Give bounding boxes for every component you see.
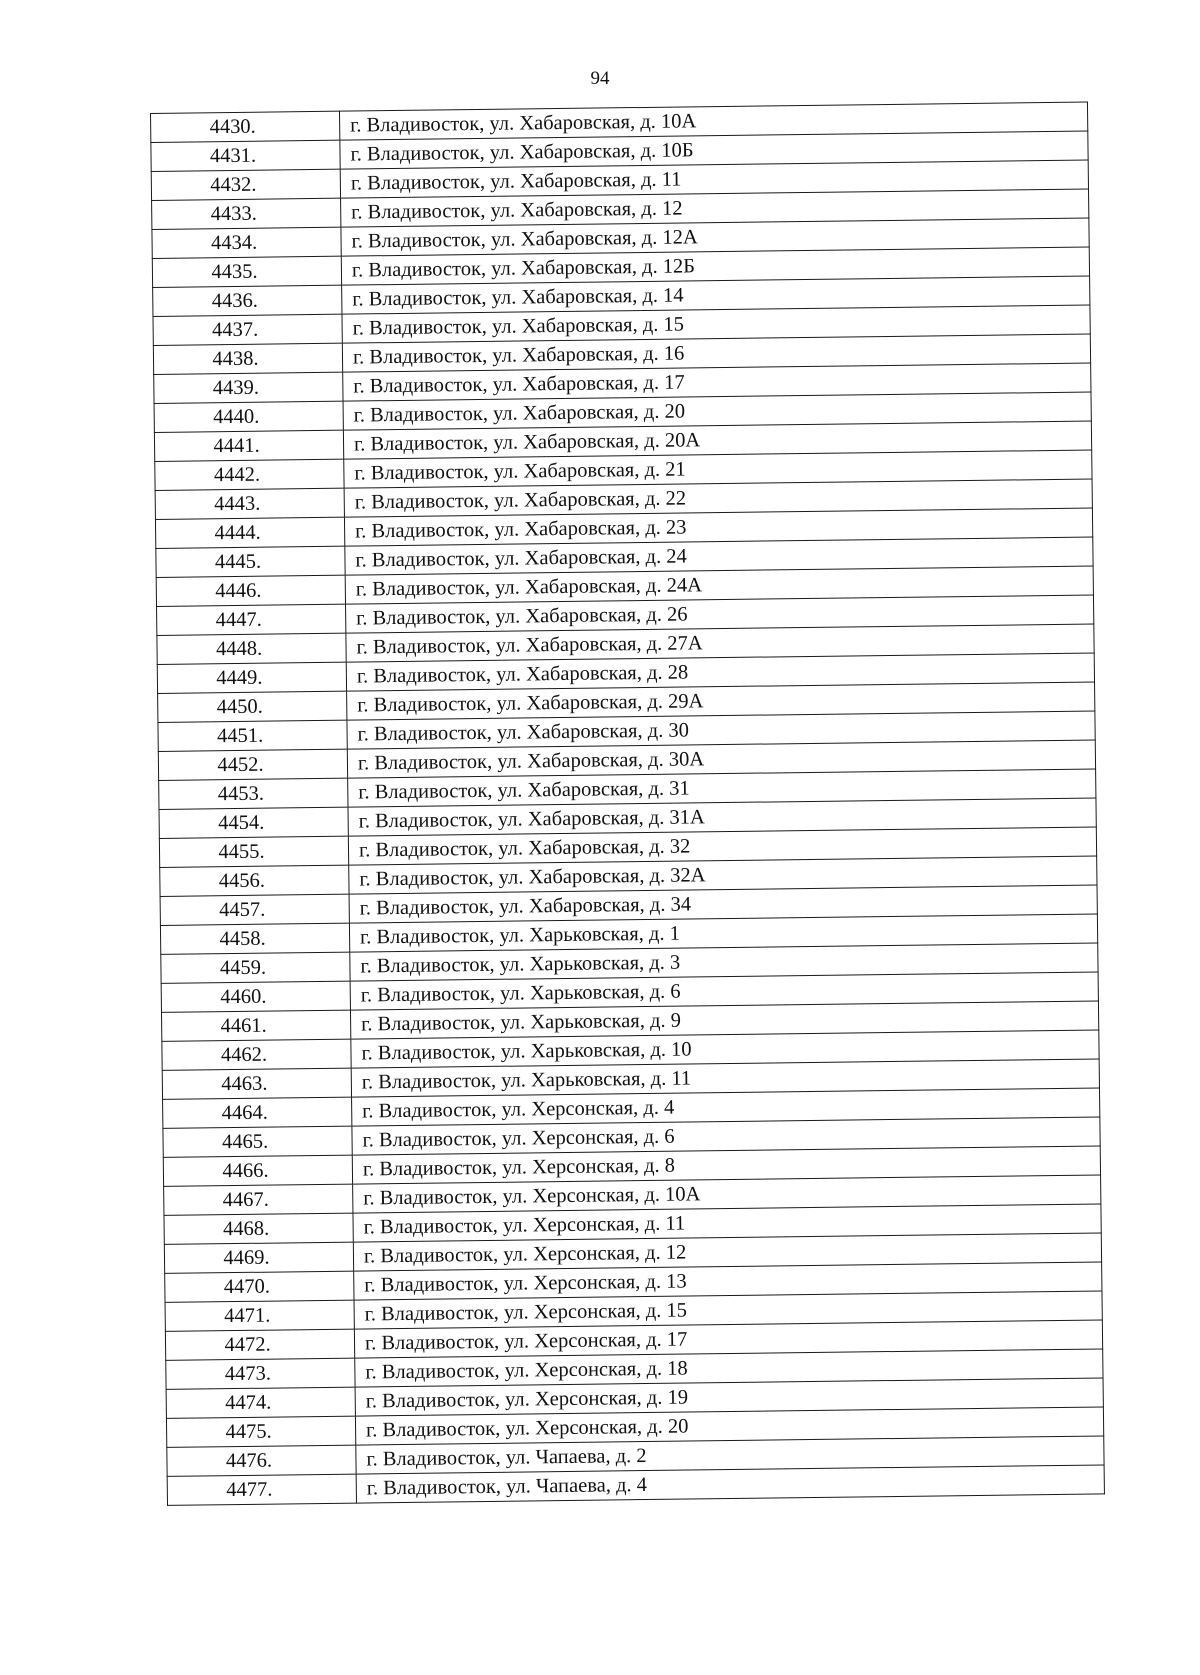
row-number-cell: 4435. [152,256,341,287]
address-cell: г. Владивосток, ул. Хабаровская, д. 24 [345,537,1093,575]
row-number-cell: 4445. [156,546,345,577]
row-number-cell: 4431. [151,140,340,171]
address-cell: г. Владивосток, ул. Хабаровская, д. 30 [347,711,1095,749]
row-number-cell: 4466. [163,1155,352,1186]
row-number-cell: 4473. [166,1358,355,1389]
row-number-cell: 4442. [155,459,344,490]
address-cell: г. Владивосток, ул. Хабаровская, д. 31А [348,798,1096,836]
row-number-cell: 4464. [163,1097,352,1128]
address-cell: г. Владивосток, ул. Харьковская, д. 6 [350,972,1098,1010]
address-cell: г. Владивосток, ул. Харьковская, д. 11 [351,1059,1099,1097]
row-number-cell: 4439. [154,372,343,403]
row-number-cell: 4449. [157,662,346,693]
row-number-cell: 4460. [161,981,350,1012]
row-number-cell: 4475. [166,1416,355,1447]
page-number: 94 [590,68,610,89]
address-cell: г. Владивосток, ул. Чапаева, д. 2 [356,1436,1104,1474]
address-cell: г. Владивосток, ул. Хабаровская, д. 11 [340,160,1088,198]
row-number-cell: 4469. [164,1242,353,1273]
row-number-cell: 4437. [153,314,342,345]
row-number-cell: 4477. [167,1474,356,1505]
row-number-cell: 4471. [165,1300,354,1331]
row-number-cell: 4450. [158,691,347,722]
row-number-cell: 4440. [154,401,343,432]
row-number-cell: 4436. [153,285,342,316]
row-number-cell: 4448. [157,633,346,664]
row-number-cell: 4457. [160,894,349,925]
address-cell: г. Владивосток, ул. Херсонская, д. 20 [355,1407,1103,1445]
row-number-cell: 4462. [162,1039,351,1070]
address-cell: г. Владивосток, ул. Херсонская, д. 15 [354,1291,1102,1329]
row-number-cell: 4467. [164,1184,353,1215]
row-number-cell: 4432. [151,169,340,200]
row-number-cell: 4453. [159,778,348,809]
address-cell: г. Владивосток, ул. Хабаровская, д. 34 [349,885,1097,923]
row-number-cell: 4458. [160,923,349,954]
row-number-cell: 4461. [161,1010,350,1041]
address-cell: г. Владивосток, ул. Харьковская, д. 3 [350,943,1098,981]
address-cell: г. Владивосток, ул. Хабаровская, д. 12 [341,189,1089,227]
address-cell: г. Владивосток, ул. Хабаровская, д. 29А [347,682,1095,720]
address-cell: г. Владивосток, ул. Хабаровская, д. 10А [339,102,1087,140]
row-number-cell: 4438. [153,343,342,374]
row-number-cell: 4463. [162,1068,351,1099]
row-number-cell: 4476. [167,1445,356,1476]
address-cell: г. Владивосток, ул. Хабаровская, д. 32 [348,827,1096,865]
address-table [150,102,1105,1506]
address-cell: г. Владивосток, ул. Хабаровская, д. 27А [346,624,1094,662]
address-cell: г. Владивосток, ул. Хабаровская, д. 28 [346,653,1094,691]
row-number-cell: 4454. [159,807,348,838]
row-number-cell: 4451. [158,720,347,751]
address-cell: г. Владивосток, ул. Хабаровская, д. 32А [349,856,1097,894]
address-cell: г. Владивосток, ул. Харьковская, д. 1 [349,914,1097,952]
address-cell: г. Владивосток, ул. Хабаровская, д. 30А [347,740,1095,778]
row-number-cell: 4434. [152,227,341,258]
row-number-cell: 4441. [154,430,343,461]
row-number-cell: 4455. [159,836,348,867]
address-cell: г. Владивосток, ул. Херсонская, д. 12 [353,1233,1101,1271]
address-cell: г. Владивосток, ул. Хабаровская, д. 22 [344,479,1092,517]
address-cell: г. Владивосток, ул. Хабаровская, д. 23 [344,508,1092,546]
row-number-cell: 4474. [166,1387,355,1418]
address-cell: г. Владивосток, ул. Херсонская, д. 19 [355,1378,1103,1416]
address-cell: г. Владивосток, ул. Харьковская, д. 10 [351,1030,1099,1068]
address-cell: г. Владивосток, ул. Херсонская, д. 17 [354,1320,1102,1358]
row-number-cell: 4443. [155,488,344,519]
row-number-cell: 4456. [160,865,349,896]
address-cell: г. Владивосток, ул. Хабаровская, д. 20А [343,421,1091,459]
row-number-cell: 4447. [157,604,346,635]
address-cell: г. Владивосток, ул. Хабаровская, д. 24А [345,566,1093,604]
address-cell: г. Владивосток, ул. Хабаровская, д. 14 [342,276,1090,314]
address-cell: г. Владивосток, ул. Хабаровская, д. 26 [346,595,1094,633]
address-cell: г. Владивосток, ул. Херсонская, д. 18 [355,1349,1103,1387]
address-cell: г. Владивосток, ул. Херсонская, д. 6 [352,1117,1100,1155]
row-number-cell: 4468. [164,1213,353,1244]
address-cell: г. Владивосток, ул. Хабаровская, д. 12Б [341,247,1089,285]
row-number-cell: 4444. [155,517,344,548]
row-number-cell: 4465. [163,1126,352,1157]
address-cell: г. Владивосток, ул. Хабаровская, д. 31 [348,769,1096,807]
address-cell: г. Владивосток, ул. Хабаровская, д. 20 [343,392,1091,430]
row-number-cell: 4446. [156,575,345,606]
address-cell: г. Владивосток, ул. Хабаровская, д. 10Б [340,131,1088,169]
row-number-cell: 4452. [158,749,347,780]
address-cell: г. Владивосток, ул. Хабаровская, д. 21 [344,450,1092,488]
address-cell: г. Владивосток, ул. Херсонская, д. 4 [352,1088,1100,1126]
address-cell: г. Владивосток, ул. Херсонская, д. 11 [353,1204,1101,1242]
row-number-cell: 4472. [165,1329,354,1360]
address-cell: г. Владивосток, ул. Чапаева, д. 4 [356,1465,1104,1503]
address-cell: г. Владивосток, ул. Херсонская, д. 13 [354,1262,1102,1300]
row-number-cell: 4433. [152,198,341,229]
address-cell: г. Владивосток, ул. Хабаровская, д. 17 [343,363,1091,401]
address-cell: г. Владивосток, ул. Хабаровская, д. 12А [341,218,1089,256]
address-cell: г. Владивосток, ул. Херсонская, д. 8 [352,1146,1100,1184]
address-cell: г. Владивосток, ул. Херсонская, д. 10А [353,1175,1101,1213]
row-number-cell: 4459. [161,952,350,983]
address-table-body [151,102,1105,1505]
address-cell: г. Владивосток, ул. Харьковская, д. 9 [350,1001,1098,1039]
address-cell: г. Владивосток, ул. Хабаровская, д. 15 [342,305,1090,343]
row-number-cell: 4470. [165,1271,354,1302]
address-cell: г. Владивосток, ул. Хабаровская, д. 16 [342,334,1090,372]
row-number-cell: 4430. [151,111,340,142]
